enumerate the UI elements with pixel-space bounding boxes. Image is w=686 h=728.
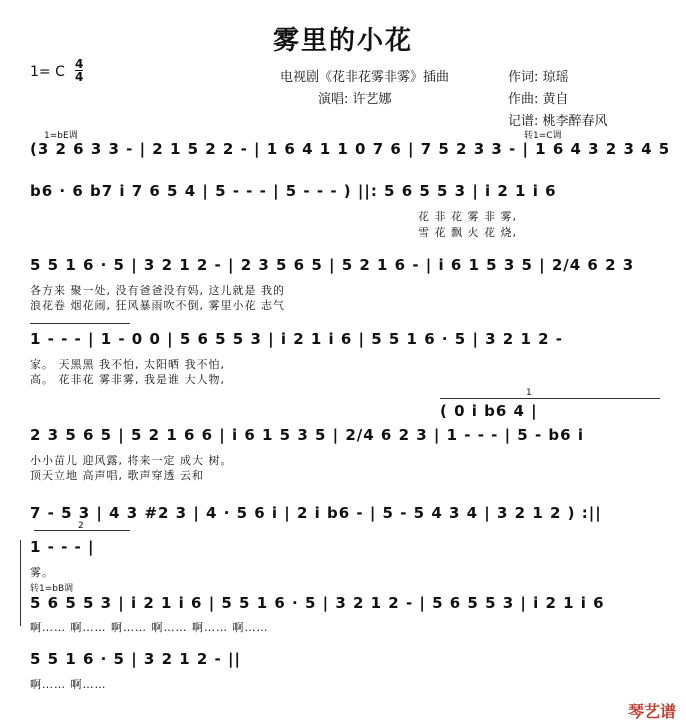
score-line-7: 1 - - - |	[30, 538, 95, 556]
lyrics-3a: 各方来 聚一处, 没有爸爸没有妈, 这儿就是 我的	[30, 284, 285, 297]
lyrics-2b: 雪 花 飘 火 花 烧,	[418, 226, 517, 239]
lyrics-2a: 花 非 花 雾 非 雾,	[418, 210, 517, 223]
system-bracket	[20, 540, 21, 626]
lyrics-5a: 小小苗儿 迎风露, 将来一定 成大 树。	[30, 454, 233, 467]
lyrics-8: 啊…… 啊…… 啊…… 啊…… 啊…… 啊……	[30, 621, 269, 634]
page-title: 雾里的小花	[272, 26, 413, 56]
site-logo: 琴艺谱	[627, 702, 676, 721]
lyrics-5b: 顶天立地 高声唱, 歌声穿透 云和	[30, 469, 204, 482]
score-line-4: 1 - - - | 1 - 0 0 | 5 6 5 5 3 | i 2 1 i 6 | 5 5 1 6 · 5 | 3 2 1 2 -	[30, 330, 564, 348]
volta-2-number: 2	[78, 521, 84, 531]
singer: 演唱: 许艺娜	[318, 92, 392, 107]
time-signature	[75, 58, 83, 83]
score-line-3: 5 5 1 6 · 5 | 3 2 1 2 - | 2 3 5 6 5 | 5 2 1 6 - | i 6 1 5 3 5 | 2/4 6 2 3	[30, 256, 635, 274]
key-signature: 1= C	[30, 64, 65, 80]
lyrics-3b: 浪花卷 烟花闹, 狂风暴雨吹不倒, 雾里小花 志气	[30, 299, 285, 312]
score-line-5: 2 3 5 6 5 | 5 2 1 6 6 | i 6 1 5 3 5 | 2/4 6 2 3 | 1 - - - | 5 - b6 i	[30, 426, 584, 444]
key-change-note-1: 1=bE调	[44, 131, 78, 141]
score-line-2: b6 · 6 b7 i 7 6 5 4 | 5 - - - | 5 - - - ) ||: 5 6 5 5 3 | i 2 1 i 6	[30, 182, 557, 200]
score-line-6: 7 - 5 3 | 4 3 #2 3 | 4 · 5 6 i | 2 i b6 - | 5 - 5 4 3 4 | 3 2 1 2 ) :||	[30, 504, 602, 522]
volta-1-number: 1	[526, 388, 532, 398]
key-change-note-2: 转1=C调	[524, 131, 562, 141]
composer: 作曲: 黄自	[508, 92, 569, 107]
lyrics-9: 啊…… 啊……	[30, 678, 107, 691]
transcriber: 记谱: 桃李醉春风	[508, 114, 608, 129]
volta-1-bracket	[440, 398, 660, 399]
lyrics-7: 雾。	[30, 566, 54, 579]
key-change-note-3: 转1=bB调	[30, 584, 74, 594]
time-signature-bottom: 4	[75, 70, 84, 84]
source-note: 电视剧《花非花雾非雾》插曲	[280, 70, 450, 85]
score-line-8: 5 6 5 5 3 | i 2 1 i 6 | 5 5 1 6 · 5 | 3 2 1 2 - | 5 6 5 5 3 | i 2 1 i 6	[30, 594, 605, 612]
tie-curve	[30, 323, 130, 324]
lyrics-4b: 高。 花非花 雾非雾, 我是谁 大人物,	[30, 373, 225, 386]
pickup-notes: ( 0 i b6 4 |	[440, 402, 538, 420]
score-line-1: (3 2 6 3 3 - | 2 1 5 2 2 - | 1 6 4 1 1 0 7 6 | 7 5 2 3 3 - | 1 6 4 3 2 3 4 5	[30, 140, 671, 158]
lyrics-4a: 家。 天黑黑 我不怕, 太阳晒 我不怕,	[30, 358, 225, 371]
time-signature-top: 4	[75, 57, 84, 71]
score-line-9: 5 5 1 6 · 5 | 3 2 1 2 - ||	[30, 650, 241, 668]
lyricist: 作词: 琼瑶	[508, 70, 569, 85]
